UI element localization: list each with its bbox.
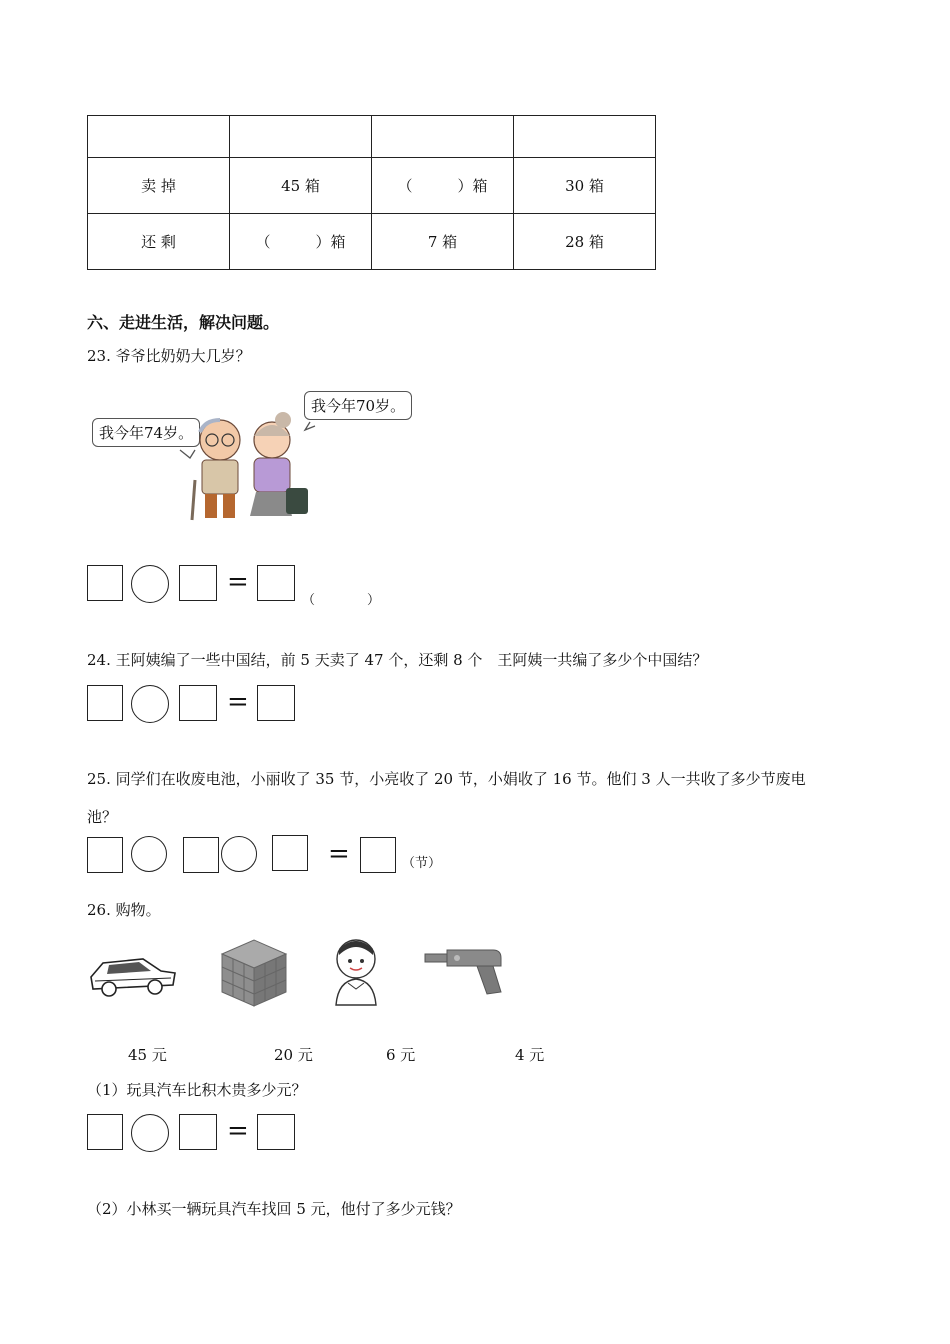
answer-box[interactable] xyxy=(272,835,308,871)
operator-circle[interactable] xyxy=(131,1114,169,1152)
answer-box[interactable] xyxy=(257,565,295,601)
table-cell: 45 箱 xyxy=(230,158,372,214)
price-toy-car: 45 元 xyxy=(128,1046,167,1064)
question-26-text: 26. 购物。 xyxy=(87,901,161,919)
answer-box[interactable] xyxy=(87,565,123,601)
answer-box[interactable] xyxy=(179,1114,217,1150)
operator-circle[interactable] xyxy=(131,685,169,723)
equals-sign: = xyxy=(227,567,249,597)
table-cell-blank[interactable]: （ ）箱 xyxy=(372,158,514,214)
grandparents-illustration xyxy=(150,400,330,525)
unit-blank[interactable]: （ ） xyxy=(302,593,381,608)
row-label-sold: 卖 掉 xyxy=(88,158,230,214)
table-header-row xyxy=(88,116,656,158)
grandma-speech-bubble: 我今年70岁。 xyxy=(304,391,412,420)
toy-car-icon xyxy=(87,945,179,1000)
table-cell: 28 箱 xyxy=(514,214,656,270)
answer-box[interactable] xyxy=(183,837,219,873)
answer-box[interactable] xyxy=(179,565,217,601)
data-table xyxy=(87,115,656,270)
table-row xyxy=(88,214,656,270)
row-label-remaining: 还 剩 xyxy=(88,214,230,270)
answer-box[interactable] xyxy=(87,837,123,873)
question-26-sub1: （1）玩具汽车比积木贵多少元？ xyxy=(87,1081,307,1099)
table-header-cell xyxy=(230,116,372,158)
table-row xyxy=(88,158,656,214)
price-toy-gun: 4 元 xyxy=(515,1046,545,1064)
table-cell: 30 箱 xyxy=(514,158,656,214)
equals-sign: = xyxy=(328,839,350,869)
price-blocks: 20 元 xyxy=(274,1046,313,1064)
question-24-text: 24. 王阿姨编了一些中国结，前 5 天卖了 47 个，还剩 8 个 王阿姨一共编了多少个中国结？ xyxy=(87,651,708,669)
doll-icon xyxy=(326,935,386,1010)
table-cell-blank[interactable]: （ ）箱 xyxy=(230,214,372,270)
table-header-cell xyxy=(514,116,656,158)
operator-circle[interactable] xyxy=(131,565,169,603)
table-header-cell xyxy=(88,116,230,158)
answer-box[interactable] xyxy=(87,685,123,721)
section-title: 六、走进生活，解决问题。 xyxy=(87,313,280,332)
unit-label: （节） xyxy=(402,856,442,871)
answer-box[interactable] xyxy=(257,1114,295,1150)
question-25-text-line2: 池？ xyxy=(87,808,118,826)
operator-circle[interactable] xyxy=(131,836,167,872)
answer-box[interactable] xyxy=(360,837,396,873)
answer-box[interactable] xyxy=(257,685,295,721)
price-doll: 6 元 xyxy=(386,1046,416,1064)
table-header-cell xyxy=(372,116,514,158)
question-26-sub2: （2）小林买一辆玩具汽车找回 5 元，他付了多少元钱？ xyxy=(87,1200,461,1218)
answer-box[interactable] xyxy=(87,1114,123,1150)
grandpa-speech-bubble: 我今年74岁。 xyxy=(92,418,200,447)
equals-sign: = xyxy=(227,1116,249,1146)
question-23-text: 23. 爷爷比奶奶大几岁？ xyxy=(87,347,251,365)
table-cell: 7 箱 xyxy=(372,214,514,270)
toy-gun-icon xyxy=(423,944,505,999)
answer-box[interactable] xyxy=(179,685,217,721)
equals-sign: = xyxy=(227,687,249,717)
question-25-text-line1: 25. 同学们在收废电池，小丽收了 35 节，小亮收了 20 节，小娟收了 16 节。他们 3 人一共收了多少节废电 xyxy=(87,770,806,788)
building-blocks-icon xyxy=(218,936,290,1008)
operator-circle[interactable] xyxy=(221,836,257,872)
